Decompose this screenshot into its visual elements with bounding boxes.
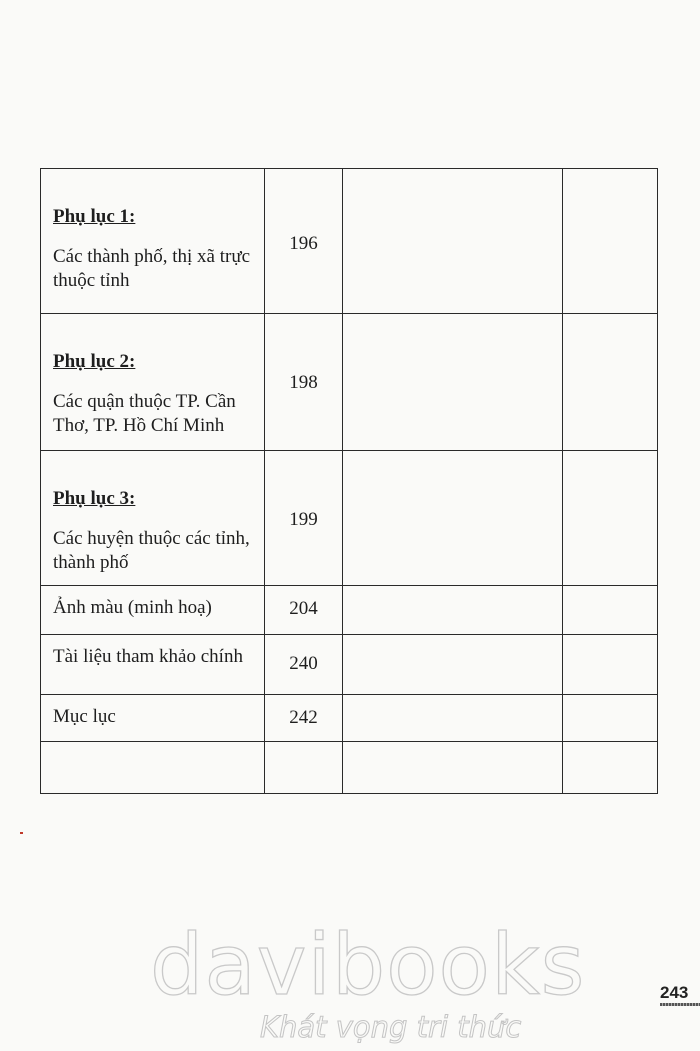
title-cell [41, 169, 265, 314]
empty-cell [563, 586, 658, 634]
title-cell [41, 451, 265, 586]
appendix-heading: Phụ lục 2: [53, 351, 136, 373]
table-row [41, 695, 658, 741]
empty-cell [343, 634, 563, 694]
title-cell [41, 634, 265, 694]
entry-title: Mục lục [53, 706, 116, 728]
page-number-value: 204 [289, 598, 318, 620]
watermark-slogan: Khát vọng tri thức [260, 1010, 522, 1044]
appendix-heading: Phụ lục 1: [53, 206, 136, 227]
page-cell [265, 169, 343, 314]
table-row-empty [41, 741, 658, 793]
title-cell [41, 695, 265, 741]
page-number-value: 242 [289, 707, 318, 729]
page-number-value: 196 [289, 233, 318, 254]
empty-cell [343, 451, 563, 586]
page-cell [265, 634, 343, 694]
page-cell [265, 695, 343, 741]
empty-cell [343, 314, 563, 451]
empty-cell [563, 314, 658, 451]
appendix-description: Các huyện thuộc các tỉnh, thành phố [53, 528, 250, 574]
page-number-value: 199 [289, 509, 318, 531]
empty-cell [563, 451, 658, 586]
toc-table [40, 168, 658, 794]
page-number-rule [660, 1003, 700, 1006]
empty-cell [563, 634, 658, 694]
page-number: 243 [660, 983, 689, 1002]
table-row [41, 314, 658, 451]
page-cell [265, 314, 343, 451]
empty-cell [343, 169, 563, 314]
title-cell [41, 586, 265, 634]
empty-cell [563, 695, 658, 741]
page-number-value: 198 [289, 372, 318, 394]
page-cell [265, 586, 343, 634]
page-number-value: 240 [289, 652, 318, 674]
print-speck [20, 832, 23, 834]
empty-cell [563, 741, 658, 793]
empty-cell [563, 169, 658, 314]
empty-cell [343, 741, 563, 793]
empty-cell [41, 741, 265, 793]
watermark-brand: davibooks [150, 916, 586, 1014]
table-row [41, 451, 658, 586]
empty-cell [343, 695, 563, 741]
table-row [41, 586, 658, 634]
page-cell [265, 451, 343, 586]
empty-cell [265, 741, 343, 793]
appendix-heading: Phụ lục 3: [53, 488, 136, 510]
table-row [41, 169, 658, 314]
appendix-description: Các thành phố, thị xã trực thuộc tỉnh [53, 246, 251, 291]
title-cell [41, 314, 265, 451]
table-row [41, 634, 658, 694]
entry-title: Ảnh màu (minh hoạ) [53, 597, 212, 619]
empty-cell [343, 586, 563, 634]
entry-title: Tài liệu tham khảo chính [53, 645, 243, 667]
appendix-description: Các quận thuộc TP. Cần Thơ, TP. Hồ Chí Minh [53, 391, 236, 437]
